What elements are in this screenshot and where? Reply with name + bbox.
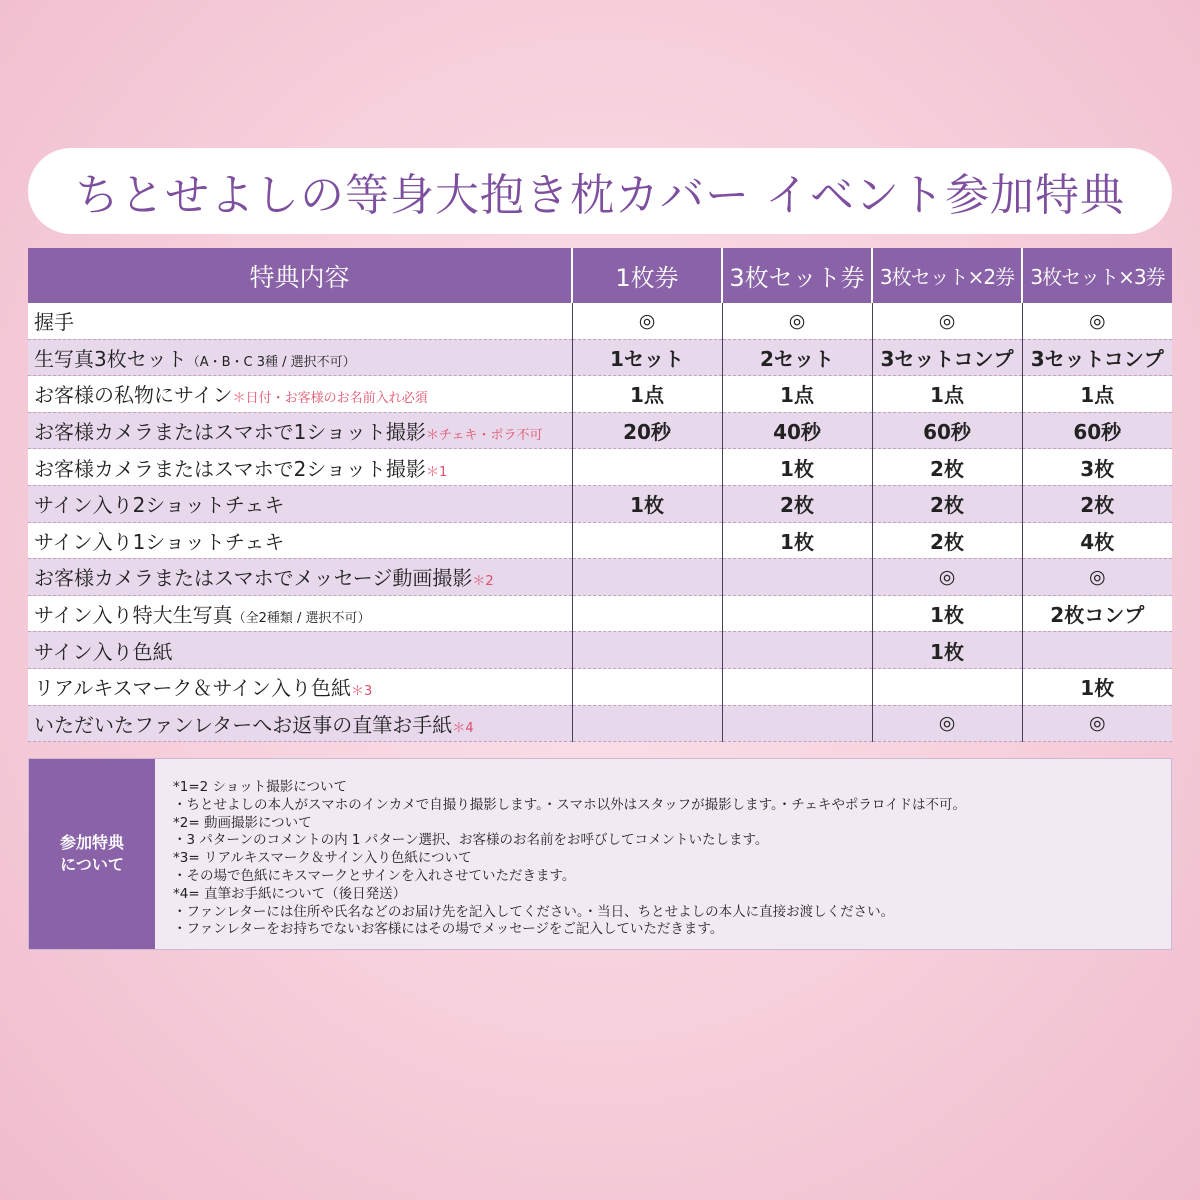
benefit-rows [28,303,1172,742]
plan-2-value [722,595,872,632]
notes-label-line2: について [60,855,124,874]
benefit-item-cell [28,522,572,559]
plan-3-value: ◎ [872,303,1022,339]
table-row [28,705,1172,742]
plan-2-value: 1枚 [722,522,872,559]
table-row [28,412,1172,449]
note-line: ・3 パターンのコメントの内 1 パターン選択、お客様のお名前をお呼びしてコメントいたします。 [173,832,769,849]
note-line: *1=2 ショット撮影について [173,779,347,795]
benefit-item-cell [28,559,572,596]
benefit-label: お客様カメラまたはスマホでメッセージ動画撮影 [34,566,473,591]
note-line: ・ファンレターをお持ちでないお客様にはその場でメッセージをご記入していただきます。 [173,921,724,938]
plan-1-value [572,632,722,669]
table-header-row [28,248,1172,303]
plan-4-value: 1枚 [1022,668,1172,705]
plan-3-value: ◎ [872,559,1022,596]
notes-label [29,759,155,949]
notes-body [155,759,1171,949]
plan-1-value [572,522,722,559]
plan-4-value: 2枚 [1022,485,1172,522]
note-line: *3= リアルキスマーク＆サイン入り色紙について [173,850,472,867]
plan-3-value: 2枚 [872,449,1022,486]
benefit-item-cell [28,595,572,632]
plan-4-value: 4枚 [1022,522,1172,559]
benefit-label: お客様カメラまたはスマホで1ショット撮影 [34,420,426,445]
plan-4-value: 3枚 [1022,449,1172,486]
plan-2-value: 40秒 [722,412,872,449]
note-line: ・その場で色紙にキスマークとサインを入れさせていただきます。 [173,867,576,884]
page-title: ちとせよしの等身大抱き枕カバー イベント参加特典 [75,170,1125,221]
note-line: ・ファンレターには住所や氏名などのお届け先を記入してください。・当日、ちとせよしの本人に直接お渡しください。 [173,903,895,920]
benefit-item-cell [28,632,572,669]
benefit-label: 生写真3枚セット [34,346,187,371]
table-row [28,485,1172,522]
header-benefit-content: 特典内容 [28,248,572,303]
note-line: *2= 動画撮影について [173,814,312,831]
benefit-item-cell [28,376,572,413]
plan-4-value: ◎ [1022,705,1172,742]
header-plan-4: 3枚セット×3券 [1022,248,1172,303]
plan-1-value: 1点 [572,376,722,413]
note-line: *4= 直筆お手紙について（後日発送） [173,885,407,902]
benefit-label: サイン入り特大生写真 [34,603,233,628]
plan-4-value: 60秒 [1022,412,1172,449]
benefit-item-cell [28,485,572,522]
header-plan-2: 3枚セット券 [722,248,872,303]
benefit-detail: （全2種類 / 選択不可） [232,611,371,627]
plan-4-value: ◎ [1022,559,1172,596]
plan-3-value: 1枚 [872,632,1022,669]
benefit-item-cell [28,668,572,705]
plan-1-value [572,449,722,486]
table-row [28,668,1172,705]
table-row [28,632,1172,669]
benefit-detail: （A・B・C 3種 / 選択不可） [186,354,356,370]
benefit-label: 握手 [34,310,74,335]
plan-2-value: 2枚 [722,485,872,522]
benefit-label: お客様カメラまたはスマホで2ショット撮影 [34,456,426,481]
plan-1-value: 1セット [572,339,722,376]
benefit-note: ＊2 [472,574,494,590]
table-row [28,303,1172,339]
table-row [28,376,1172,413]
plan-3-value: 1点 [872,376,1022,413]
plan-1-value: 20秒 [572,412,722,449]
benefit-label: サイン入り色紙 [34,639,173,664]
plan-4-value: 2枚コンプ [1022,595,1172,632]
plan-1-value [572,595,722,632]
plan-2-value [722,668,872,705]
plan-1-value: ◎ [572,303,722,339]
header-plan-3: 3枚セット×2券 [872,248,1022,303]
header-plan-1: 1枚券 [572,248,722,303]
plan-2-value: 1枚 [722,449,872,486]
plan-1-value: 1枚 [572,485,722,522]
benefit-note: ＊4 [452,720,474,736]
plan-2-value: 2セット [722,339,872,376]
table-row [28,522,1172,559]
plan-1-value [572,705,722,742]
table-row [28,595,1172,632]
plan-2-value [722,632,872,669]
benefit-item-cell [28,412,572,449]
plan-4-value: 1点 [1022,376,1172,413]
plan-4-value: 3セットコンプ [1022,339,1172,376]
plan-3-value: 1枚 [872,595,1022,632]
benefit-item-cell [28,449,572,486]
plan-3-value: 60秒 [872,412,1022,449]
table-row [28,339,1172,376]
plan-2-value [722,705,872,742]
benefit-item-cell [28,303,572,339]
plan-3-value: 2枚 [872,485,1022,522]
benefit-item-cell [28,705,572,742]
benefit-label: サイン入り1ショットチェキ [34,529,285,554]
benefit-label: サイン入り2ショットチェキ [34,493,285,518]
plan-3-value: 2枚 [872,522,1022,559]
notes-label-line1: 参加特典 [59,833,124,853]
benefits-table [28,248,1172,742]
title-banner [28,148,1172,234]
benefit-label: リアルキスマーク＆サイン入り色紙 [34,676,351,701]
benefit-label: お客様の私物にサイン [34,383,233,408]
benefit-item-cell [28,339,572,376]
plan-2-value: 1点 [722,376,872,413]
note-line: ・ちとせよしの本人がスマホのインカメで自撮り撮影します。・スマホ以外はスタッフが撮影します。・チェキやポラロイドは不可。 [173,796,966,813]
plan-3-value: ◎ [872,705,1022,742]
benefit-label: いただいたファンレターへお返事の直筆お手紙 [34,712,453,737]
plan-3-value [872,668,1022,705]
plan-1-value [572,559,722,596]
plan-4-value [1022,632,1172,669]
benefit-note: ＊チェキ・ポラ不可 [425,428,543,444]
plan-2-value [722,559,872,596]
benefit-note: ＊1 [425,464,448,480]
notes-box [28,758,1172,950]
benefit-note: ＊日付・お客様のお名前入れ必須 [232,391,428,407]
table-row [28,449,1172,486]
plan-3-value: 3セットコンプ [872,339,1022,376]
table-row [28,559,1172,596]
plan-4-value: ◎ [1022,303,1172,339]
plan-2-value: ◎ [722,303,872,339]
plan-1-value [572,668,722,705]
benefit-note: ＊3 [351,684,373,700]
